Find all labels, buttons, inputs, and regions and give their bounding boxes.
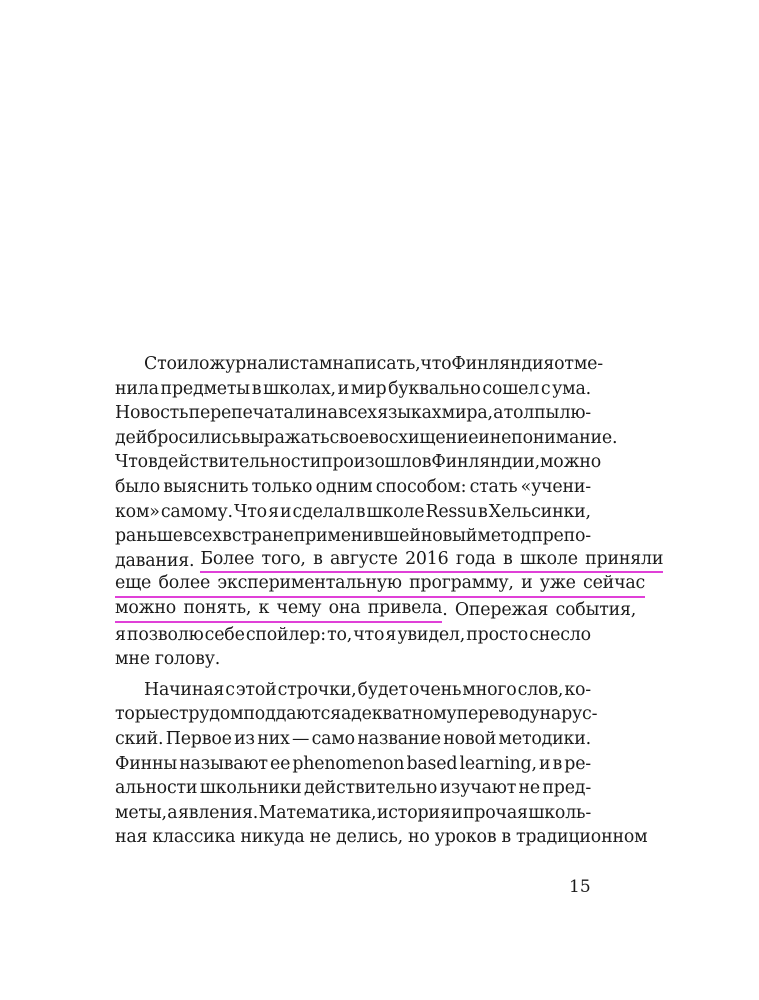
word: буквально <box>388 378 481 399</box>
word: ком» <box>115 501 160 522</box>
word: Финны <box>115 753 178 774</box>
paragraph <box>115 352 664 672</box>
word: Математика, <box>258 802 377 823</box>
text-line <box>115 401 591 426</box>
word: из <box>234 728 255 749</box>
word: Ressu <box>425 501 477 522</box>
word: восхищение <box>368 427 479 448</box>
word: было <box>115 476 161 497</box>
word: них <box>257 728 290 749</box>
word: мир <box>350 378 387 399</box>
word: но <box>407 827 430 848</box>
word: свое <box>329 427 369 448</box>
word: школь- <box>528 802 591 823</box>
text-line <box>115 727 591 752</box>
word: Начиная <box>144 679 225 700</box>
word: адекватному <box>340 704 457 725</box>
word: нила <box>115 378 159 399</box>
word: очень <box>408 679 462 700</box>
word: на <box>316 403 338 424</box>
word: в <box>501 827 512 848</box>
word: и <box>451 802 463 823</box>
word: новой <box>443 728 497 749</box>
word: Стоило <box>144 354 210 374</box>
word: этой <box>235 679 277 700</box>
text-line <box>115 702 598 727</box>
text-line <box>115 548 664 574</box>
word: торые <box>115 704 170 725</box>
word: based <box>406 753 458 774</box>
word: давания. <box>115 550 195 571</box>
word: рус- <box>561 704 598 725</box>
text-line <box>115 450 602 475</box>
word: само <box>311 728 355 749</box>
text-line <box>115 426 618 451</box>
word: Что <box>115 452 148 473</box>
word: позволю <box>126 624 204 645</box>
word: метод <box>477 526 532 547</box>
word: ко- <box>564 679 591 700</box>
word: в <box>421 452 432 473</box>
word: делись, <box>336 827 403 848</box>
text-line <box>115 752 591 777</box>
text-line <box>115 500 591 525</box>
word: ре- <box>564 753 591 774</box>
word: раньше <box>115 526 183 547</box>
word: никуда <box>240 827 305 848</box>
word: препо- <box>531 526 591 547</box>
word: способом: <box>375 476 467 497</box>
word: в <box>251 378 262 399</box>
word: толпы <box>503 403 560 424</box>
word: лю- <box>559 403 591 424</box>
word: не <box>309 827 331 848</box>
word: Финляндия <box>451 354 555 374</box>
word: Что <box>234 501 267 522</box>
text-line <box>115 524 591 549</box>
word: строчки, <box>277 679 357 700</box>
word: в <box>478 501 488 522</box>
word: ее <box>269 753 291 774</box>
word: ума. <box>552 378 591 399</box>
word: — <box>291 728 310 749</box>
word: поддаются <box>243 704 341 725</box>
word: будет <box>357 679 408 700</box>
word: много <box>462 679 517 700</box>
text-line <box>115 825 648 850</box>
word: learning, <box>459 753 537 774</box>
word: phenomenon <box>292 753 405 774</box>
word: на <box>539 704 562 725</box>
word: отме- <box>554 354 603 374</box>
word: непонимание. <box>489 427 618 448</box>
word: прочая <box>462 802 528 823</box>
page-number: 15 <box>569 877 591 897</box>
word: произошло <box>321 452 422 473</box>
highlighted-text: можно понять, к чему она привела <box>115 598 442 623</box>
word: увидел, <box>397 624 466 645</box>
word: мира, <box>441 403 493 424</box>
word: явления. <box>177 802 259 823</box>
word: я <box>268 501 279 522</box>
word: сделал <box>292 501 355 522</box>
word: я <box>385 624 397 645</box>
word: Хельсинки, <box>488 501 591 522</box>
word: и <box>337 378 350 399</box>
word: школе <box>366 501 425 522</box>
word: а <box>167 802 178 823</box>
word: применившей <box>293 526 421 547</box>
word: можно <box>539 452 602 473</box>
word: традиционном <box>516 827 648 848</box>
word: и <box>280 501 292 522</box>
word: Финляндии, <box>431 452 540 473</box>
text-line <box>115 597 637 623</box>
word: с <box>540 378 551 399</box>
word: что <box>420 354 452 374</box>
text-line <box>115 377 591 402</box>
word: журналистам <box>209 354 333 374</box>
word: только <box>251 476 313 497</box>
word: методики. <box>498 728 591 749</box>
word: выяснить <box>163 476 249 497</box>
word: то, <box>327 624 353 645</box>
word: Новость <box>115 403 189 424</box>
word: самому. <box>160 501 233 522</box>
word: себе <box>204 624 245 645</box>
word: Первое <box>165 728 232 749</box>
word: всех <box>183 526 222 547</box>
word: дей <box>115 427 147 448</box>
word: и <box>538 753 551 774</box>
text-line <box>115 776 591 801</box>
word: голову. <box>154 649 221 670</box>
word: школьники <box>199 778 302 799</box>
word: в <box>552 753 563 774</box>
word: изучают <box>439 778 517 799</box>
word: переводу <box>456 704 540 725</box>
word: с <box>225 679 235 700</box>
paragraph <box>115 678 648 850</box>
word: спойлер: <box>245 624 326 645</box>
word: выражать <box>240 427 330 448</box>
word: альности <box>115 778 198 799</box>
word: предметы <box>160 378 250 399</box>
word: уроков <box>434 827 497 848</box>
word: а <box>493 403 504 424</box>
text-line <box>115 801 591 826</box>
word: одним <box>315 476 373 497</box>
word: языках <box>377 403 442 424</box>
word: снесло <box>529 624 591 645</box>
word: не <box>518 778 540 799</box>
word: в <box>355 501 366 522</box>
word: слов, <box>517 679 564 700</box>
word: что <box>353 624 385 645</box>
word: меты, <box>115 802 167 823</box>
highlighted-text: еще более экспериментальную программу, и уже сейчас <box>115 573 645 598</box>
word: название <box>357 728 441 749</box>
text-line <box>115 623 591 648</box>
word: действительно <box>303 778 438 799</box>
word: пред- <box>542 778 591 799</box>
word: «учени- <box>520 476 591 497</box>
text-line <box>115 573 646 598</box>
word: новый <box>420 526 478 547</box>
word: классика <box>152 827 236 848</box>
word: трудом <box>178 704 244 725</box>
word: история <box>376 802 451 823</box>
highlighted-text: Более того, в августе 2016 года в школе приняли <box>200 549 663 574</box>
word: действительности <box>157 452 322 473</box>
word: ная <box>115 827 148 848</box>
word: ский. <box>115 728 164 749</box>
word: стране <box>231 526 294 547</box>
text-line <box>115 678 591 703</box>
word: всех <box>338 403 377 424</box>
word: с <box>169 704 179 725</box>
word: в <box>222 526 232 547</box>
word: написать, <box>332 354 421 374</box>
word: мне <box>115 649 150 670</box>
body-text <box>115 352 664 850</box>
word: просто <box>466 624 529 645</box>
word: перепечатали <box>188 403 316 424</box>
word: и <box>478 427 490 448</box>
word: я <box>115 624 126 645</box>
word: школах, <box>263 378 336 399</box>
word: в <box>147 452 158 473</box>
word: называют <box>179 753 268 774</box>
word: сошел <box>482 378 540 399</box>
word: . Опережая события, <box>442 599 637 620</box>
text-line <box>115 475 591 500</box>
text-line <box>115 352 603 377</box>
word: стать <box>469 476 518 497</box>
word: бросились <box>147 427 241 448</box>
text-line <box>115 647 591 672</box>
